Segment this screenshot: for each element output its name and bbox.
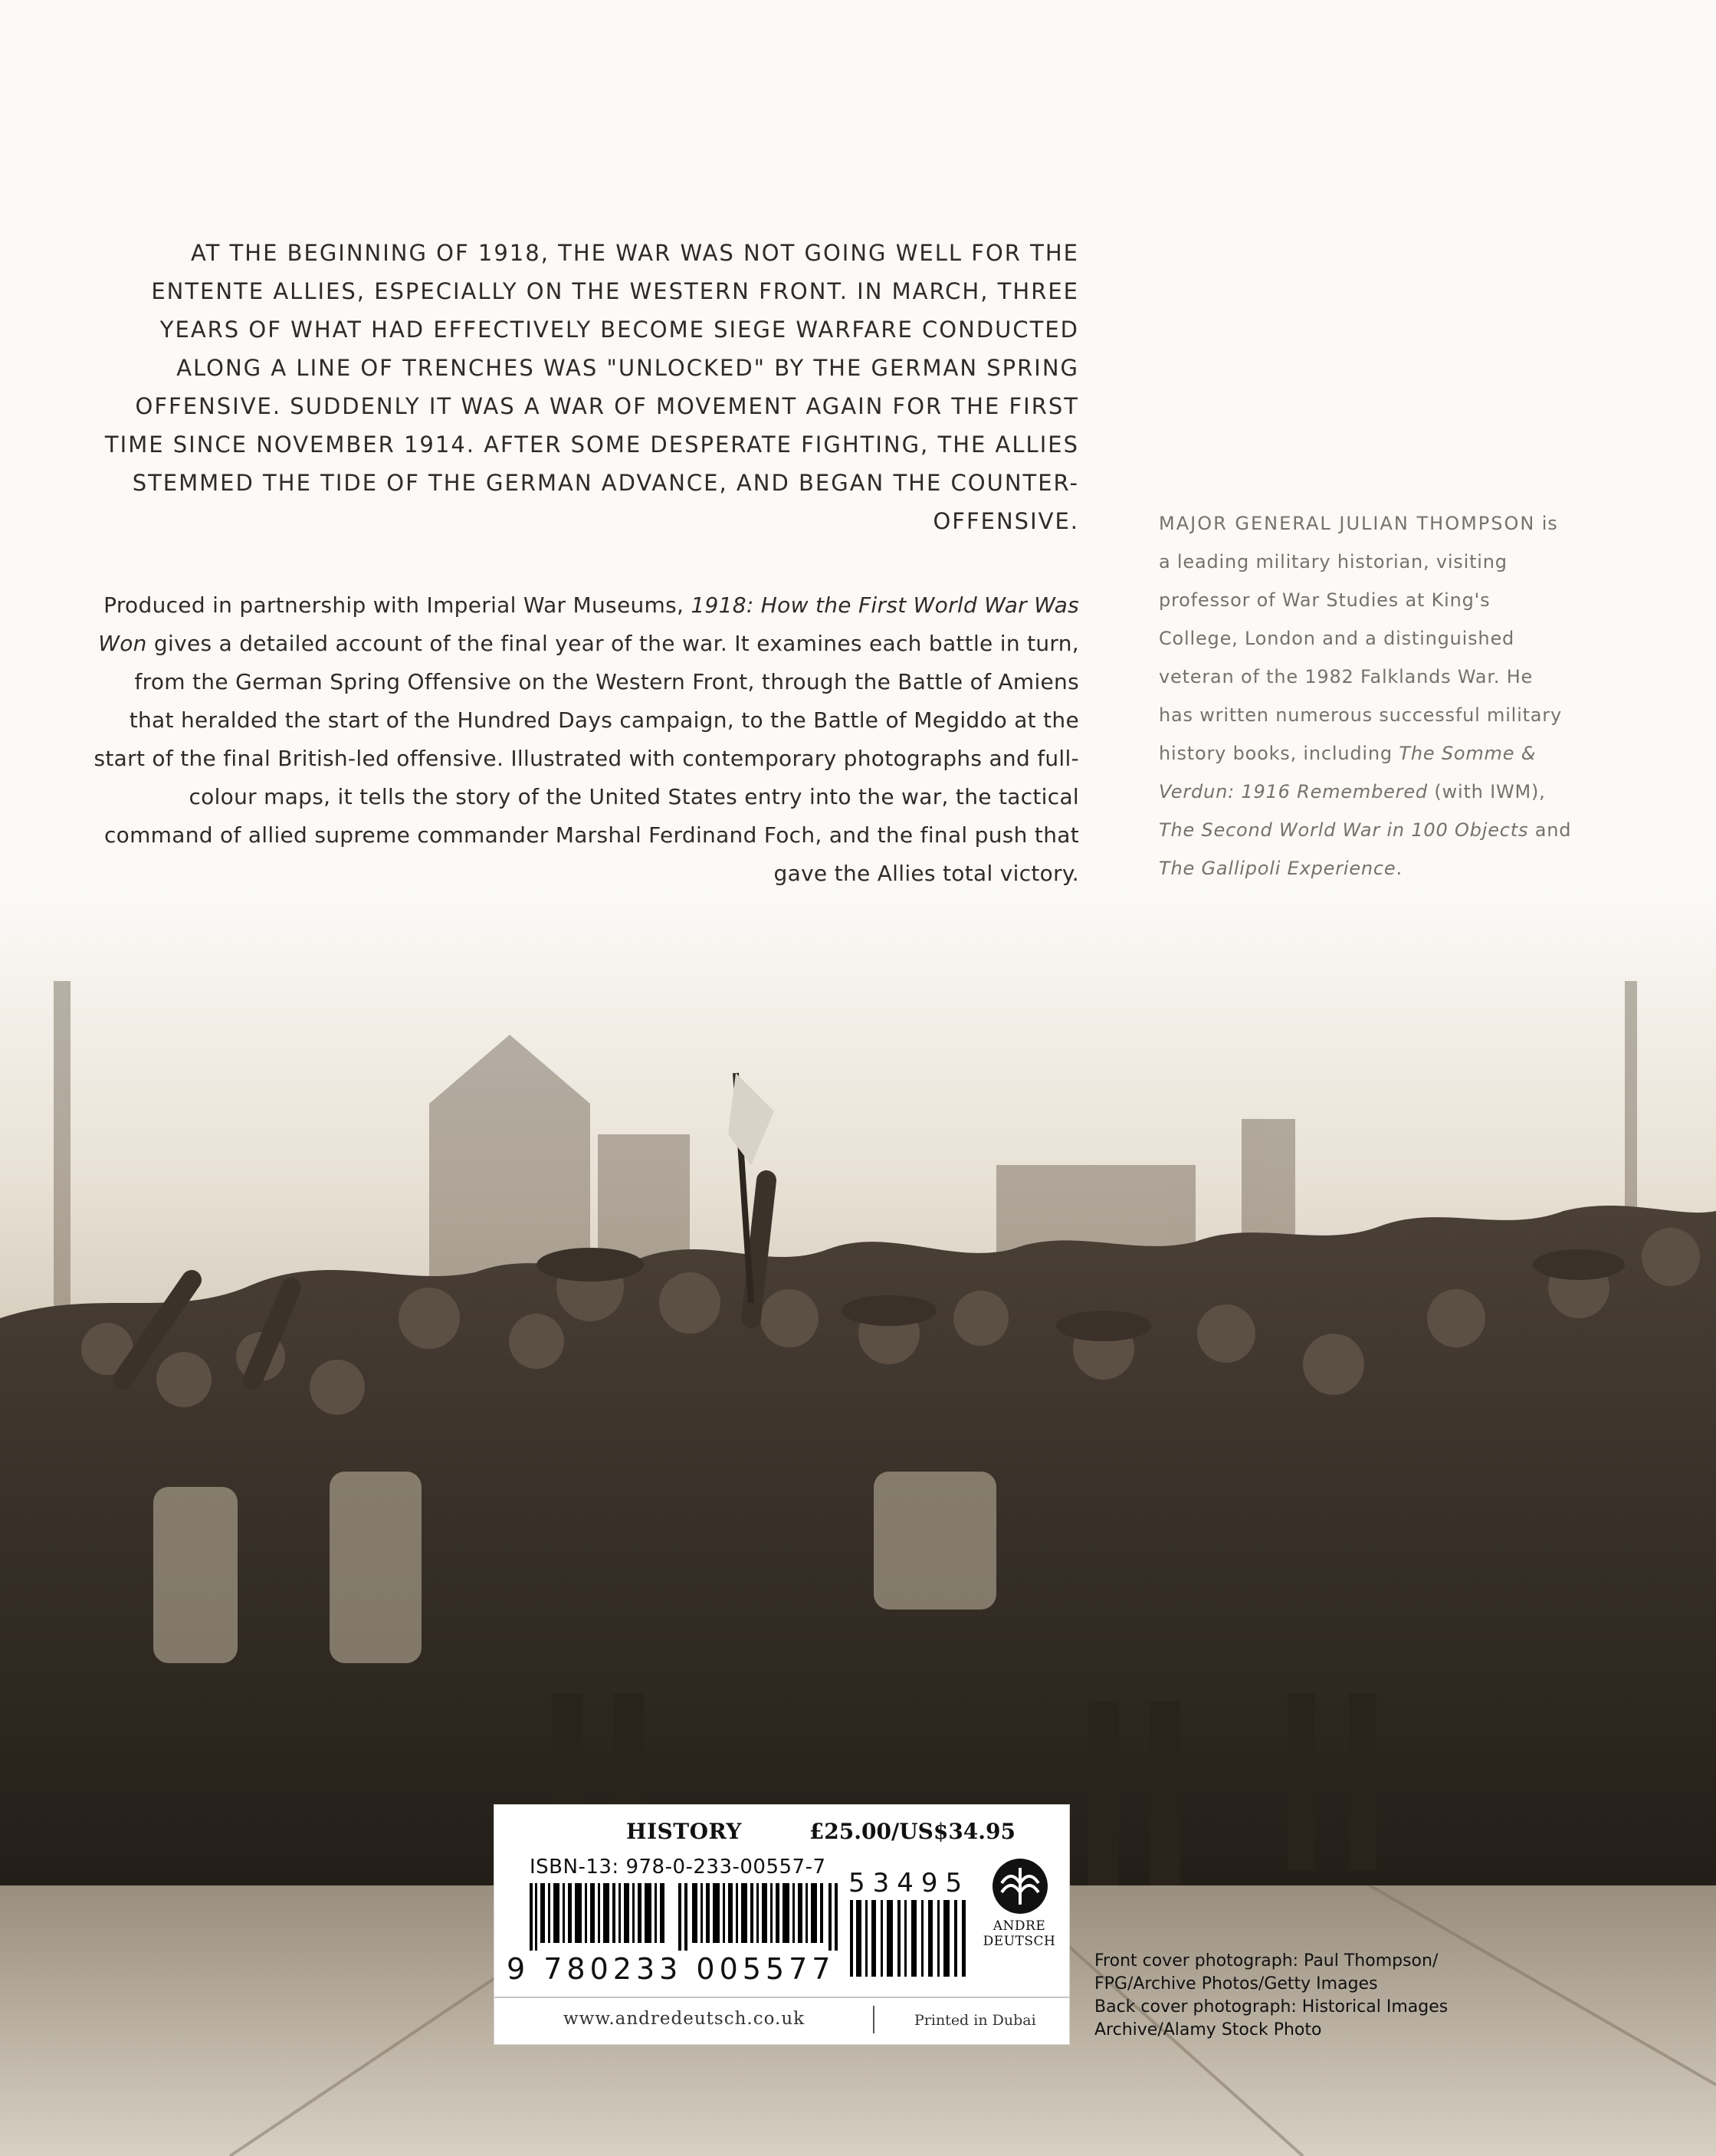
credit-line-4: Archive/Alamy Stock Photo: [1094, 2020, 1322, 2040]
category-label: HISTORY: [626, 1819, 742, 1844]
author-book-2: The Second World War in 100 Objects: [1159, 819, 1529, 841]
blurb: [92, 234, 1079, 893]
blurb-body: [92, 586, 1079, 893]
blurb-body-rest: gives a detailed account of the final year of the war. It examines each battle in turn, from the German Spring Offensive on the Western Front, through the Battle of Amiens that heralded the start of the Hundred Days campaign, to the Battle of Megiddo at the start of the final British-led offensive. Illustrated with contemporary photographs and full-colour maps, it tells the story of the United States entry into the war, the tactical command of allied supreme commander Marshal Ferdinand Foch, and the final push that gave the Allies total victory.: [94, 631, 1079, 886]
credit-line-3: Back cover photograph: Historical Images: [1094, 1997, 1449, 2017]
author-bio-text-3: and: [1528, 819, 1572, 841]
label-divider: [494, 1997, 1069, 1998]
barcode-label: [494, 1805, 1069, 2044]
author-bio-text-2: (with IWM),: [1427, 781, 1546, 802]
publisher-url: www.andredeutsch.co.uk: [563, 2009, 806, 2029]
barcode-icon: [530, 1883, 851, 1951]
addon-barcode-icon: [848, 1900, 971, 1977]
photo-credits: [1094, 1950, 1493, 2042]
credit-line-2: FPG/Archive Photos/Getty Images: [1094, 1974, 1378, 1994]
addon-digits: 53495: [848, 1868, 970, 1898]
price-label: £25.00/US$34.95: [809, 1819, 1015, 1844]
author-bio-text: is a leading military historian, visiting professor of War Studies at King's College, London and a distinguished veteran of the 1982 Falklands War. He has written numerous successful military history books, including: [1159, 513, 1562, 764]
book-title: 1918: How the First World War Was Won: [98, 592, 1079, 656]
author-bio: [1159, 504, 1573, 888]
barcode-digits: 9 780233 005577: [507, 1952, 835, 1986]
author-book-1: The Somme & Verdun: 1916 Remembered: [1159, 743, 1537, 802]
isbn-text: ISBN-13: 978-0-233-00557-7: [530, 1856, 826, 1879]
blurb-body-intro: Produced in partnership with Imperial War Museums,: [103, 592, 691, 618]
blurb-lead: AT THE BEGINNING OF 1918, THE WAR WAS NOT GOING WELL FOR THE ENTENTE ALLIES, ESPECIALLY ON THE WESTERN FRONT. IN MARCH, THREE YEARS OF WHAT HAD EFFECTIVELY BECOME SIEGE WARFARE CONDUCTED ALONG A LINE OF TRENCHES WAS "UNLOCKED" BY THE GERMAN SPRING OFFENSIVE. SUDDENLY IT WAS A WAR OF MOVEMENT AGAIN FOR THE FIRST TIME SINCE NOVEMBER 1914. AFTER SOME DESPERATE FIGHTING, THE ALLIES STEMMED THE TIDE OF THE GERMAN ADVANCE, AND BEGAN THE COUNTER-OFFENSIVE.: [104, 240, 1079, 534]
printed-in: Printed in Dubai: [914, 2012, 1036, 2029]
credit-line-1: Front cover photograph: Paul Thompson/: [1094, 1951, 1439, 1971]
author-bio-text-4: .: [1396, 858, 1403, 879]
author-book-3: The Gallipoli Experience: [1159, 858, 1396, 879]
label-separator: [873, 2006, 874, 2033]
author-name: MAJOR GENERAL JULIAN THOMPSON: [1159, 513, 1536, 534]
publisher-logo-icon: [991, 1857, 1049, 1915]
publisher-name: ANDRE DEUTSCH: [983, 1918, 1056, 1949]
